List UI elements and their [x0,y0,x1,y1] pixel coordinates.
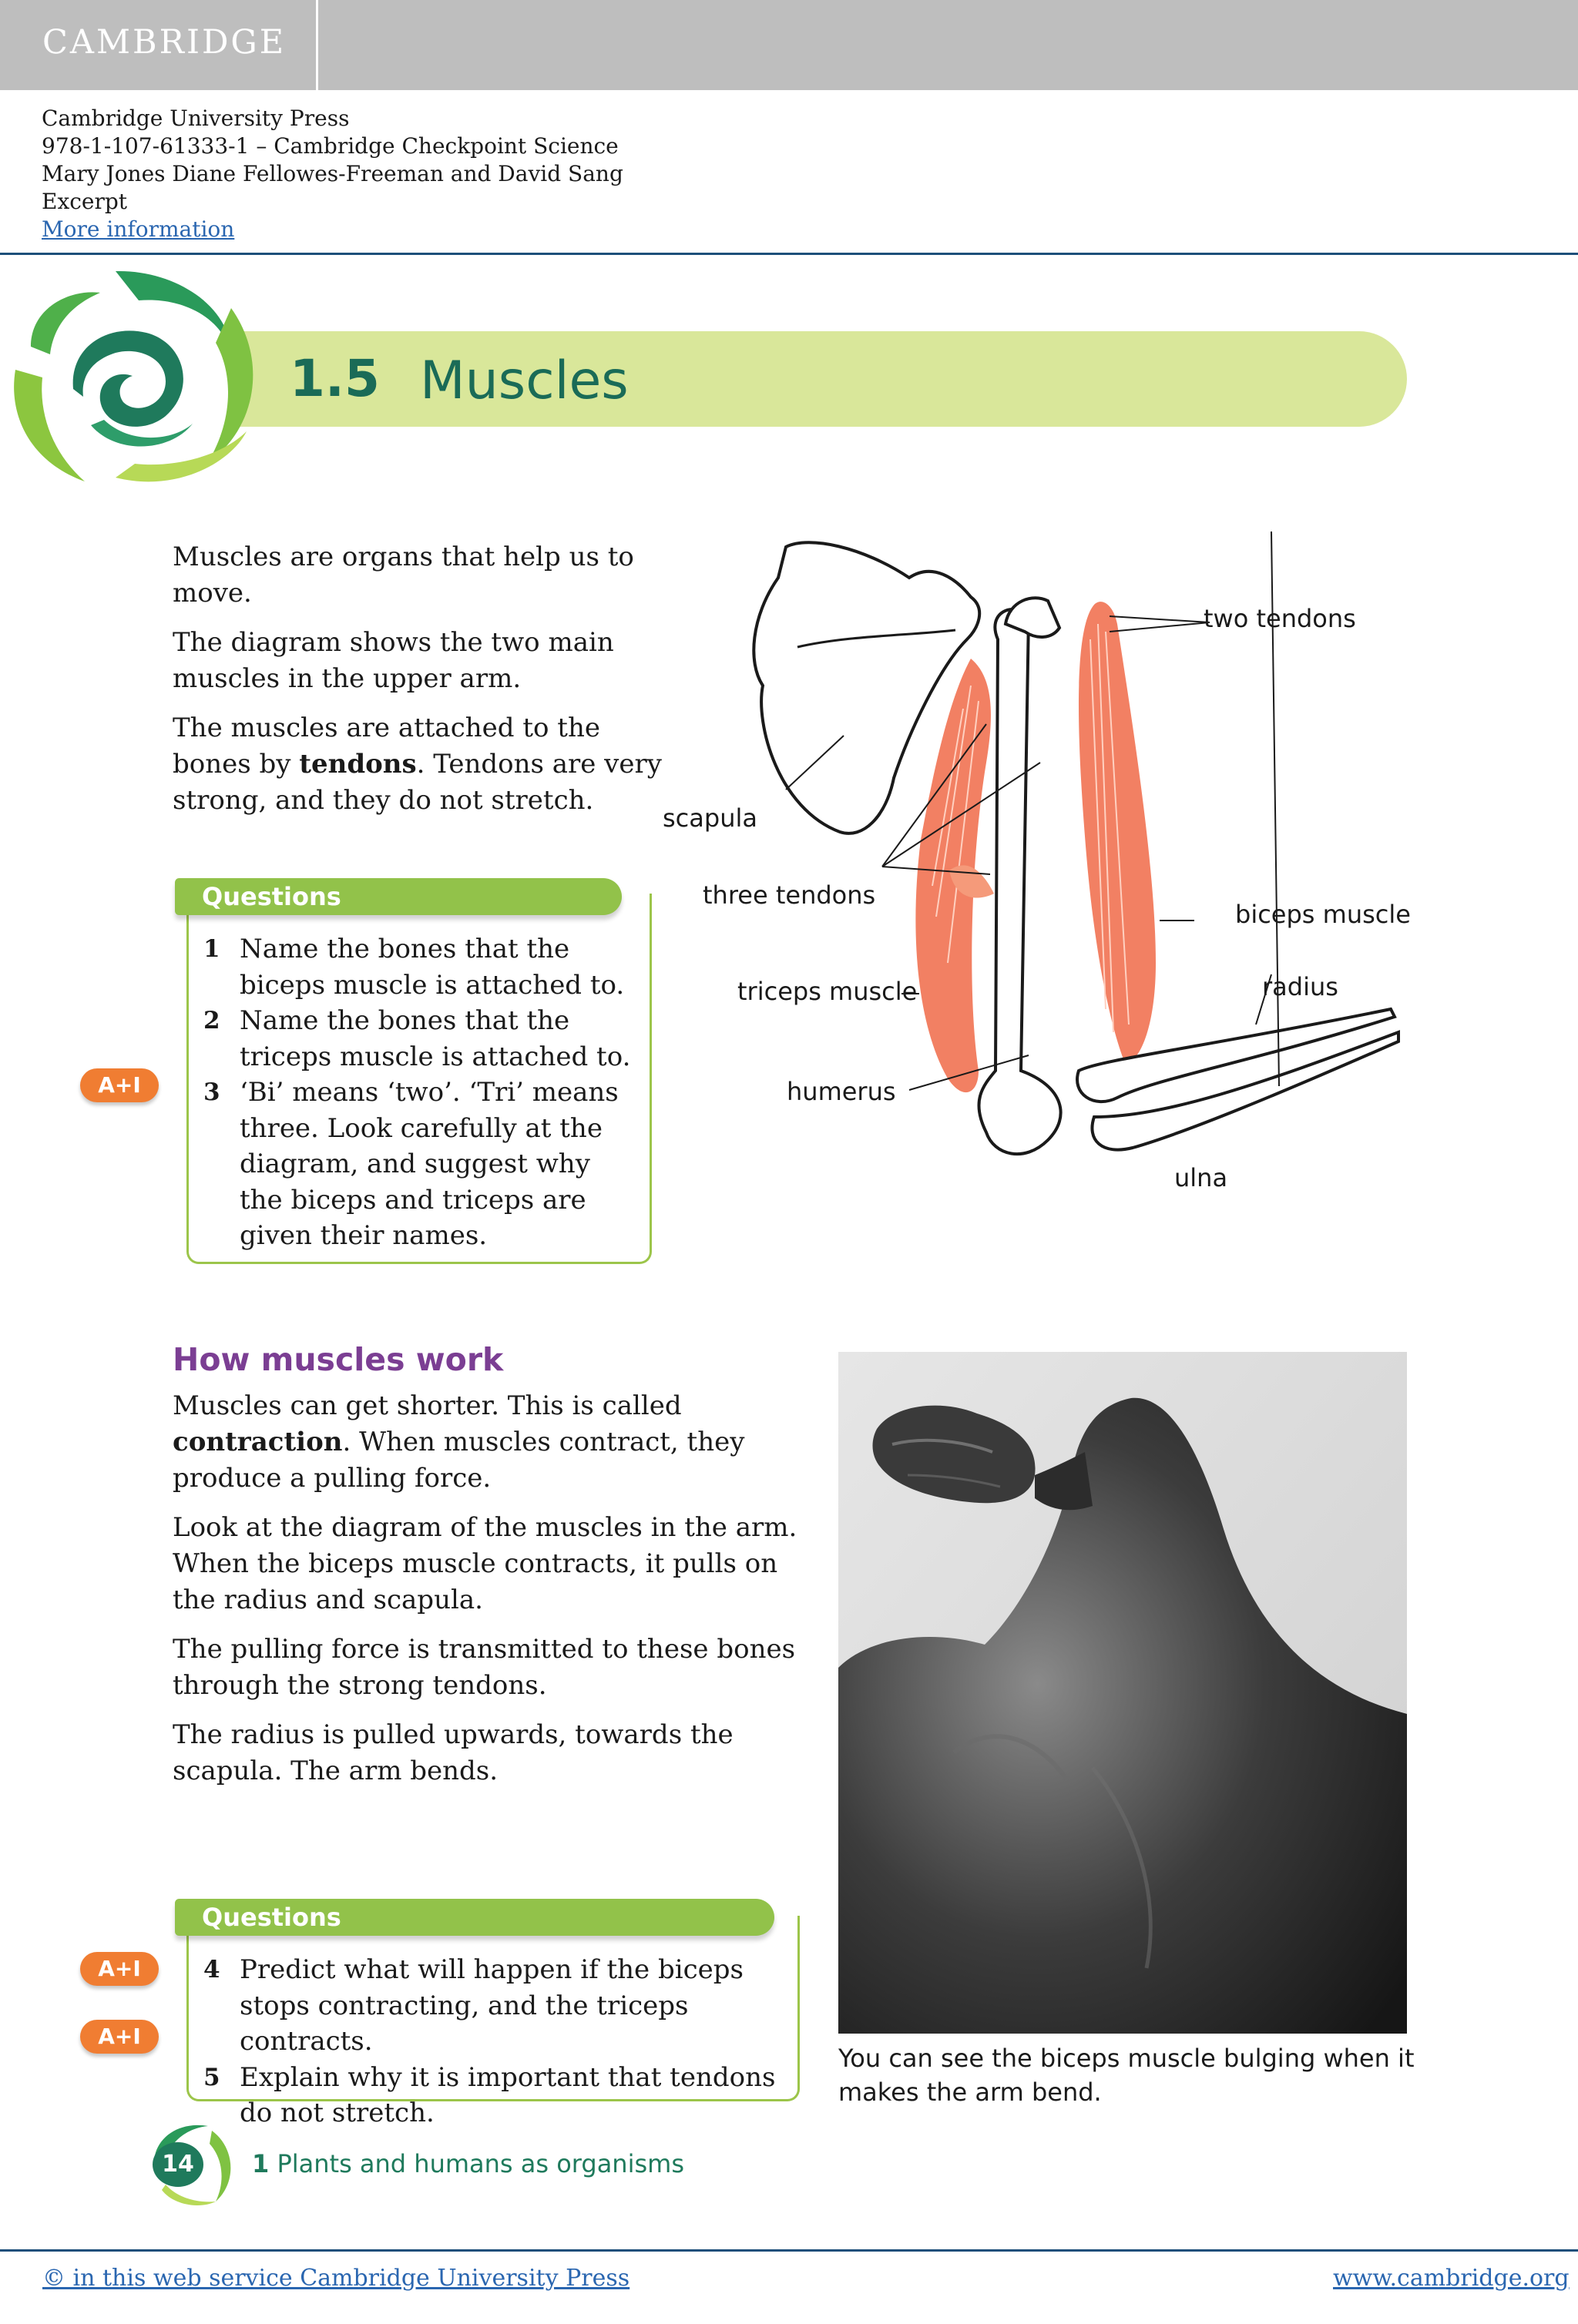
more-information-link[interactable]: More information [42,216,235,242]
questions-heading-2: Questions [175,1899,774,1936]
label-radius: radius [1262,972,1338,1001]
copyright-link[interactable]: © in this web service Cambridge University Press [42,2265,630,2292]
section-title: Muscles [420,350,629,411]
question-3: 3 ‘Bi’ means ‘two’. ‘Tri’ means three. Look carefully at the diagram, and suggest why the biceps and triceps are given their names. [203,1077,619,1251]
question-4: 4 Predict what will happen if the biceps stops contracting, and the triceps contracts. [203,1954,744,2057]
section-title-band [231,331,1407,427]
intro-paragraph-1: Muscles are organs that help us to move. [173,542,634,609]
label-biceps-muscle: biceps muscle [1235,900,1411,929]
keyword-contraction: contraction [173,1427,343,1457]
chapter-label: 1 Plants and humans as organisms [252,2149,684,2178]
keyword-tendons: tendons [299,749,417,780]
triceps-muscle-shape [915,659,994,1092]
isbn-title: 978-1-107-61333-1 – Cambridge Checkpoint Science [42,133,619,159]
how-muscles-work-heading: How muscles work [173,1341,504,1378]
footer-divider [0,2249,1578,2252]
label-triceps-muscle: triceps muscle [737,977,918,1006]
biceps-muscle-shape [1079,602,1156,1063]
how-muscles-work-text [173,1388,804,1803]
intro-paragraph-3: The muscles are attached to the bones by tendons. Tendons are very strong, and they do not stretch. [173,713,662,816]
question-1: 1 Name the bones that the biceps muscle is attached to. [203,934,625,1001]
cambridge-website-link[interactable]: www.cambridge.org [1333,2265,1570,2292]
cambridge-logo: CAMBRIDGE [42,23,287,62]
page-number: 14 [153,2142,203,2187]
label-three-tendons: three tendons [703,880,876,910]
intro-text [173,539,666,832]
how-paragraph-3: The pulling force is transmitted to these bones through the strong tendons. [173,1634,796,1701]
excerpt-label: Excerpt [42,189,128,214]
how-paragraph-1: Muscles can get shorter. This is called contraction. When muscles contract, they produce a pulling force. [173,1390,745,1494]
how-paragraph-4: The radius is pulled upwards, towards the scapula. The arm bends. [173,1719,734,1786]
ai-badge-q3: A+I [80,1068,159,1102]
intro-paragraph-2: The diagram shows the two main muscles in the upper arm. [173,627,614,694]
questions-list-2 [203,1952,789,2131]
section-number: 1.5 [290,349,380,408]
question-5: 5 Explain why it is important that tendons do not stretch. [203,2061,776,2128]
label-ulna: ulna [1174,1163,1228,1192]
swirl-logo-icon [0,262,293,493]
authors: Mary Jones Diane Fellowes-Freeman and David Sang [42,161,623,186]
question-2: 2 Name the bones that the triceps muscle is attached to. [203,1005,631,1072]
label-humerus: humerus [787,1077,896,1106]
how-paragraph-2: Look at the diagram of the muscles in the arm. When the biceps muscle contracts, it pulls on the radius and scapula. [173,1512,797,1615]
questions-list-1 [203,931,635,1254]
questions-heading-1: Questions [175,878,622,915]
publisher: Cambridge University Press [42,106,350,131]
book-metadata [42,105,623,243]
header-divider [0,253,1578,255]
ai-badge-q4: A+I [80,1952,159,1986]
arm-muscle-diagram [663,532,1433,1225]
flexed-arm-photo [838,1352,1407,2034]
ai-badge-q5: A+I [80,2020,159,2054]
label-two-tendons: two tendons [1204,604,1356,633]
label-scapula: scapula [663,803,757,833]
humerus-bone [979,609,1060,1154]
photo-caption: You can see the biceps muscle bulging when it makes the arm bend. [838,2044,1415,2107]
